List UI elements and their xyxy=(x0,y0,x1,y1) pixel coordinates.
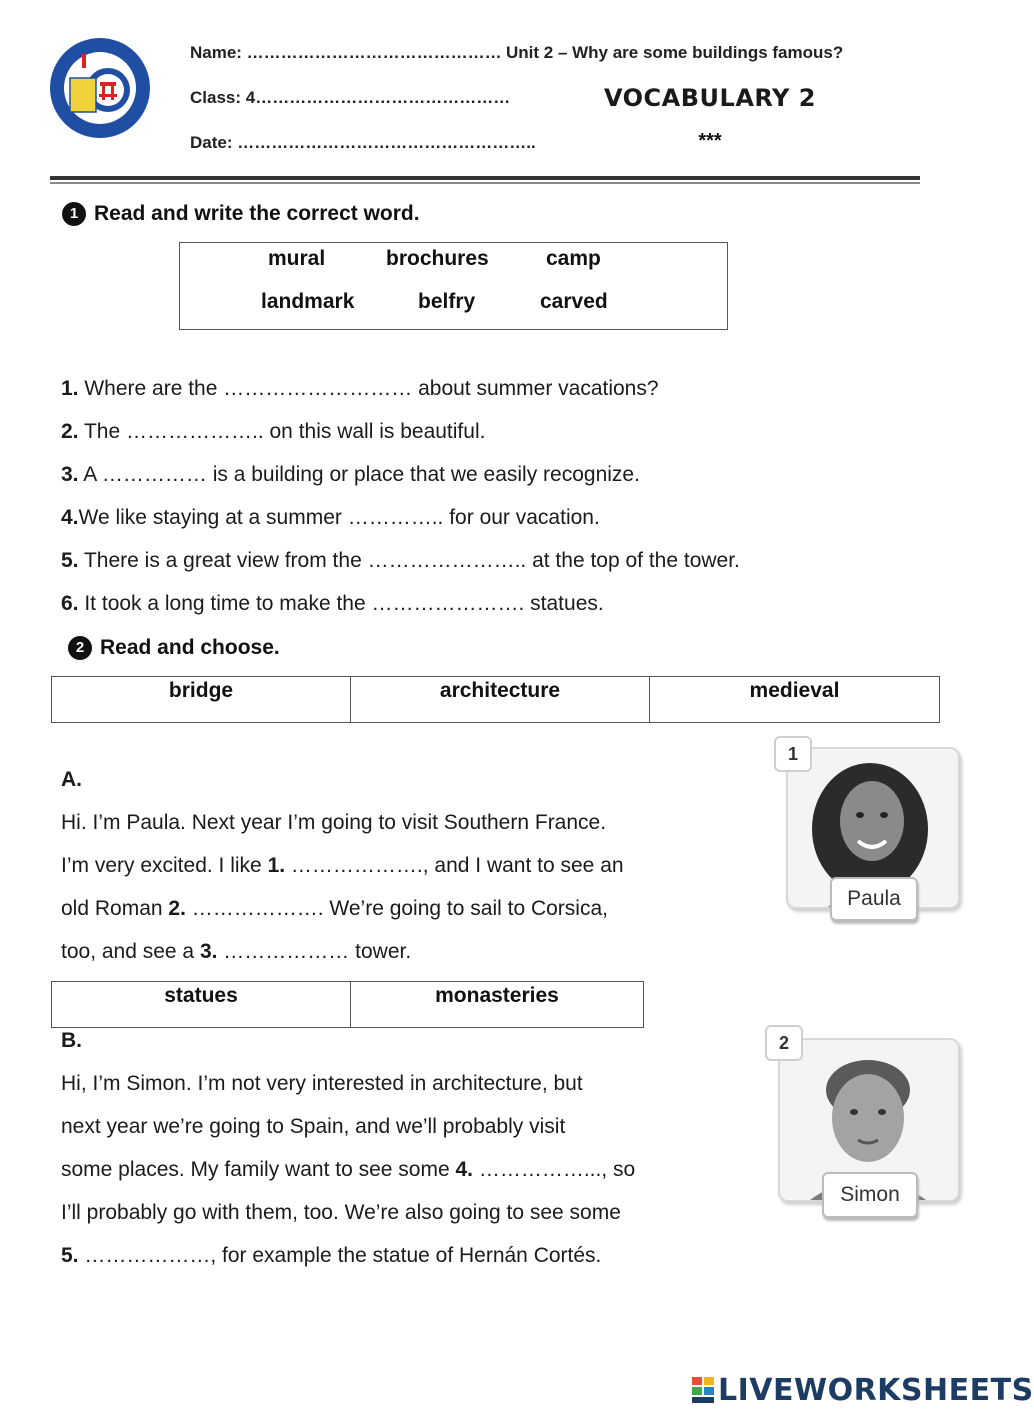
word-brochures: brochures xyxy=(386,247,489,270)
sentence-2[interactable]: 2. The ……………….. on this wall is beautiful. xyxy=(61,420,486,443)
option-monasteries: monasteries xyxy=(351,982,644,1028)
liveworksheets-brand: LIVEWORKSHEETS xyxy=(718,1372,1034,1408)
option-medieval: medieval xyxy=(650,677,940,723)
sentence-4[interactable]: 4.We like staying at a summer ………….. for our vacation. xyxy=(61,506,600,529)
option-statues: statues xyxy=(52,982,351,1028)
section2-title: Read and choose. xyxy=(100,636,280,659)
simon-line-3[interactable]: some places. My family want to see some 4. ……………..., so xyxy=(61,1158,636,1181)
simon-name-tag: Simon xyxy=(822,1172,918,1218)
class-field[interactable]: Class: 4……………………………………… xyxy=(190,88,511,107)
liveworksheets-mark-icon xyxy=(692,1375,716,1405)
title-stars: *** xyxy=(698,130,722,152)
sentence-3[interactable]: 3. A …………… is a building or place that we easily recognize. xyxy=(61,463,640,486)
word-bank-1 xyxy=(179,242,728,330)
photo1-badge: 1 xyxy=(774,736,812,772)
word-landmark: landmark xyxy=(261,290,355,313)
section2-heading xyxy=(68,636,280,660)
part-b-label: B. xyxy=(61,1029,82,1052)
options-table-b xyxy=(51,981,644,1028)
word-mural: mural xyxy=(268,247,326,270)
date-field[interactable]: Date: …………………………………………….. xyxy=(190,133,536,152)
logo-text xyxy=(48,36,49,37)
options-table-a xyxy=(51,676,940,723)
paula-line-2[interactable]: I’m very excited. I like 1. ………………., and I want to see an xyxy=(61,854,624,877)
sentence-5[interactable]: 5. There is a great view from the ………………….. at the top of the tower. xyxy=(61,549,740,572)
sentence-1[interactable]: 1. Where are the ……………………… about summer vacations? xyxy=(61,377,659,400)
option-bridge: bridge xyxy=(52,677,351,723)
word-camp: camp xyxy=(546,247,601,270)
section2-number: 2 xyxy=(68,636,92,660)
word-carved: carved xyxy=(540,290,608,313)
photo2-badge: 2 xyxy=(765,1025,803,1061)
school-logo xyxy=(48,36,152,140)
paula-name-tag: Paula xyxy=(830,877,918,921)
simon-line-5[interactable]: 5. ………………, for example the statue of Hernán Cortés. xyxy=(61,1244,602,1267)
paula-line-4[interactable]: too, and see a 3. ……………… tower. xyxy=(61,940,412,963)
option-architecture: architecture xyxy=(351,677,650,723)
paula-line-1: Hi. I’m Paula. Next year I’m going to visit Southern France. xyxy=(61,811,607,834)
liveworksheets-logo[interactable] xyxy=(692,1370,1034,1410)
header-divider-thin xyxy=(50,182,920,184)
paula-line-3[interactable]: old Roman 2. ………………. We’re going to sail to Corsica, xyxy=(61,897,608,920)
school-logo-icon xyxy=(48,36,152,140)
section1-title: Read and write the correct word. xyxy=(94,202,420,225)
sentence-6[interactable]: 6. It took a long time to make the …………………. statues. xyxy=(61,592,604,615)
header-divider xyxy=(50,176,920,180)
word-belfry: belfry xyxy=(418,290,476,313)
worksheet-title: VOCABULARY 2 xyxy=(604,84,816,112)
section1-number: 1 xyxy=(62,202,86,226)
simon-line-2: next year we’re going to Spain, and we’ll probably visit xyxy=(61,1115,566,1138)
unit-title: Unit 2 – Why are some buildings famous? xyxy=(506,43,844,62)
part-a-label: A. xyxy=(61,768,82,791)
name-field[interactable]: Name: ……………………………………… xyxy=(190,43,502,62)
section1-heading xyxy=(62,202,420,226)
simon-line-1: Hi, I’m Simon. I’m not very interested in architecture, but xyxy=(61,1072,583,1095)
simon-line-4: I’ll probably go with them, too. We’re also going to see some xyxy=(61,1201,621,1224)
